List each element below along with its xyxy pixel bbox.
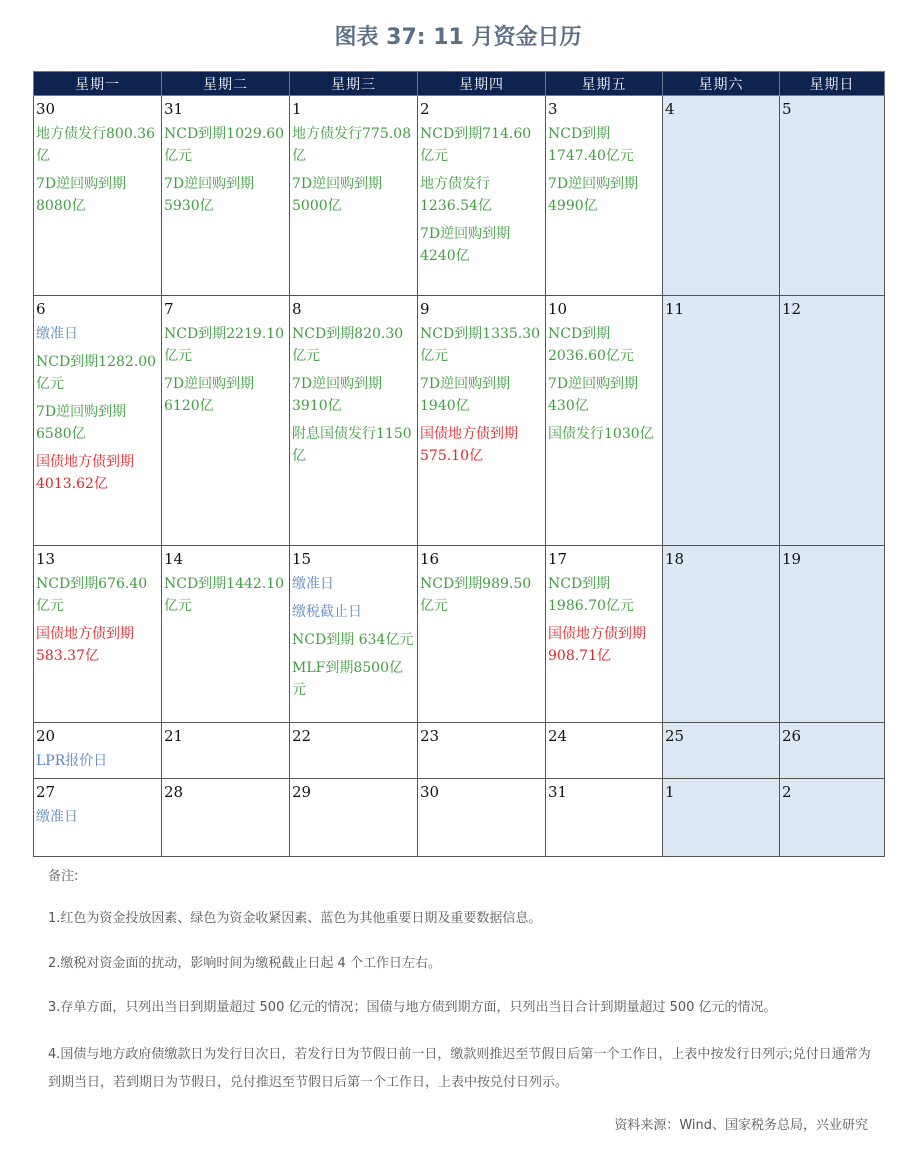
- day-number: 31: [548, 783, 568, 801]
- calendar-day-cell: [162, 723, 290, 779]
- calendar-day-cell: [780, 546, 885, 723]
- calendar-event: 7D逆回购到期6580亿: [36, 404, 127, 442]
- day-number: 23: [420, 727, 440, 745]
- day-number: 5: [782, 100, 792, 118]
- calendar-event: LPR报价日: [36, 753, 108, 769]
- calendar-day-cell: [34, 296, 162, 546]
- calendar-event: NCD到期989.50亿元: [420, 576, 532, 614]
- calendar-event: 国债地方债到期908.71亿: [548, 626, 646, 664]
- weekday-header: 星期二: [162, 72, 290, 96]
- calendar-event: 国债发行1030亿: [548, 426, 654, 442]
- day-number: 1: [665, 783, 675, 801]
- notes-heading: 备注:: [48, 869, 79, 884]
- calendar-event: NCD到期820.30亿元: [292, 326, 404, 364]
- calendar-table: [33, 71, 885, 857]
- calendar-day-cell: [290, 546, 418, 723]
- day-number: 13: [36, 550, 56, 568]
- day-number: 28: [164, 783, 184, 801]
- calendar-day-cell: [780, 96, 885, 296]
- calendar-day-cell: [34, 96, 162, 296]
- day-number: 30: [36, 100, 56, 118]
- calendar-event: NCD到期1335.30亿元: [420, 326, 541, 364]
- day-number: 4: [665, 100, 675, 118]
- calendar-day-cell: [290, 96, 418, 296]
- day-number: 21: [164, 727, 184, 745]
- weekday-header: 星期三: [290, 72, 418, 96]
- calendar-event: 地方债发行1236.54亿: [420, 176, 492, 214]
- calendar-event: 7D逆回购到期6120亿: [164, 376, 255, 414]
- day-number: 16: [420, 550, 440, 568]
- day-number: 2: [420, 100, 430, 118]
- day-number: 20: [36, 727, 56, 745]
- calendar-day-cell: [546, 723, 663, 779]
- day-number: 22: [292, 727, 312, 745]
- calendar-day-cell: [34, 779, 162, 857]
- day-number: 17: [548, 550, 568, 568]
- calendar-day-cell: [780, 723, 885, 779]
- calendar-event: 7D逆回购到期5000亿: [292, 176, 383, 214]
- calendar-event: 地方债发行775.08亿: [292, 126, 411, 164]
- calendar-day-cell: [418, 546, 546, 723]
- weekday-header: 星期五: [546, 72, 663, 96]
- calendar-event: 地方债发行800.36亿: [36, 126, 155, 164]
- day-number: 25: [665, 727, 685, 745]
- calendar-week-row: [34, 96, 885, 296]
- calendar-week-row: [34, 723, 885, 779]
- calendar-day-cell: [663, 296, 780, 546]
- calendar-event: NCD到期2219.10亿元: [164, 326, 285, 364]
- calendar-day-cell: [290, 723, 418, 779]
- day-number: 26: [782, 727, 802, 745]
- calendar-week-row: [34, 779, 885, 857]
- calendar-week-row: [34, 546, 885, 723]
- calendar-day-cell: [162, 546, 290, 723]
- calendar-event: NCD到期714.60亿元: [420, 126, 532, 164]
- calendar-event: MLF到期8500亿元: [292, 660, 403, 698]
- weekday-header: 星期一: [34, 72, 162, 96]
- calendar-day-cell: [663, 96, 780, 296]
- calendar-day-cell: [418, 723, 546, 779]
- calendar-day-cell: [546, 779, 663, 857]
- day-number: 6: [36, 300, 46, 318]
- calendar-day-cell: [290, 296, 418, 546]
- weekday-header: 星期四: [418, 72, 546, 96]
- calendar-day-cell: [418, 96, 546, 296]
- calendar-day-cell: [162, 96, 290, 296]
- day-number: 31: [164, 100, 184, 118]
- calendar-event: NCD到期676.40亿元: [36, 576, 148, 614]
- calendar-day-cell: [162, 779, 290, 857]
- calendar-day-cell: [663, 779, 780, 857]
- day-number: 11: [665, 300, 685, 318]
- day-number: 2: [782, 783, 792, 801]
- day-number: 24: [548, 727, 568, 745]
- calendar-event: 7D逆回购到期4240亿: [420, 226, 511, 264]
- calendar-event: NCD到期 634亿元: [292, 632, 414, 648]
- calendar-day-cell: [290, 779, 418, 857]
- day-number: 14: [164, 550, 184, 568]
- calendar-event: NCD到期1282.00亿元: [36, 354, 157, 392]
- note-item: 2.缴税对资金面的扰动，影响时间为缴税截止日起 4 个工作日左右。: [48, 956, 441, 971]
- calendar-event: 缴准日: [292, 576, 334, 592]
- calendar-event: 附息国债发行1150亿: [292, 426, 412, 464]
- calendar-day-cell: [546, 296, 663, 546]
- calendar-event: NCD到期1986.70亿元: [548, 576, 634, 614]
- day-number: 10: [548, 300, 568, 318]
- day-number: 29: [292, 783, 312, 801]
- day-number: 12: [782, 300, 802, 318]
- calendar-week-row: [34, 296, 885, 546]
- source-note: 资料来源：Wind、国家税务总局，兴业研究: [614, 1118, 868, 1133]
- weekday-header: 星期六: [663, 72, 780, 96]
- calendar-event: 缴税截止日: [292, 604, 362, 620]
- calendar-event: NCD到期1747.40亿元: [548, 126, 634, 164]
- note-item: 4.国债与地方政府债缴款日为发行日次日，若发行日为节假日前一日，缴款则推迟至节假日后第一个工作日，上表中按发行日列示;兑付日通常为到期当日，若到期日为节假日，兑付推迟至节假日后第一个工作日，上表中按兑付日列示。: [48, 1047, 871, 1090]
- calendar-event: 国债地方债到期575.10亿: [420, 426, 518, 464]
- calendar-day-cell: [663, 723, 780, 779]
- weekday-header-row: [34, 72, 885, 96]
- calendar-day-cell: [780, 779, 885, 857]
- calendar-event: 7D逆回购到期430亿: [548, 376, 639, 414]
- calendar-day-cell: [34, 546, 162, 723]
- calendar-event: 7D逆回购到期5930亿: [164, 176, 255, 214]
- calendar-day-cell: [663, 546, 780, 723]
- day-number: 27: [36, 783, 56, 801]
- calendar-day-cell: [546, 96, 663, 296]
- calendar-event: 缴准日: [36, 809, 78, 825]
- calendar-event: NCD到期1442.10亿元: [164, 576, 285, 614]
- calendar-day-cell: [418, 779, 546, 857]
- note-item: 3.存单方面，只列出当日到期量超过 500 亿元的情况；国债与地方债到期方面，只列出当日合计到期量超过 500 亿元的情况。: [48, 1000, 777, 1015]
- chart-title: 图表 37: 11 月资金日历: [334, 25, 582, 50]
- calendar-event: 国债地方债到期4013.62亿: [36, 454, 134, 492]
- day-number: 3: [548, 100, 558, 118]
- day-number: 30: [420, 783, 440, 801]
- calendar-event: 7D逆回购到期1940亿: [420, 376, 511, 414]
- day-number: 9: [420, 300, 430, 318]
- calendar-day-cell: [546, 546, 663, 723]
- calendar-day-cell: [418, 296, 546, 546]
- calendar-event: 7D逆回购到期4990亿: [548, 176, 639, 214]
- calendar-day-cell: [780, 296, 885, 546]
- calendar-day-cell: [34, 723, 162, 779]
- note-item: 1.红色为资金投放因素、绿色为资金收紧因素、蓝色为其他重要日期及重要数据信息。: [48, 911, 542, 926]
- day-number: 19: [782, 550, 802, 568]
- weekday-header: 星期日: [780, 72, 885, 96]
- calendar-event: 7D逆回购到期8080亿: [36, 176, 127, 214]
- day-number: 1: [292, 100, 302, 118]
- calendar-event: NCD到期2036.60亿元: [548, 326, 634, 364]
- day-number: 8: [292, 300, 302, 318]
- calendar-day-cell: [162, 296, 290, 546]
- day-number: 15: [292, 550, 312, 568]
- calendar-event: 缴准日: [36, 326, 78, 342]
- calendar-event: 国债地方债到期583.37亿: [36, 626, 134, 664]
- day-number: 7: [164, 300, 174, 318]
- calendar-event: NCD到期1029.60亿元: [164, 126, 285, 164]
- calendar-event: 7D逆回购到期3910亿: [292, 376, 383, 414]
- day-number: 18: [665, 550, 685, 568]
